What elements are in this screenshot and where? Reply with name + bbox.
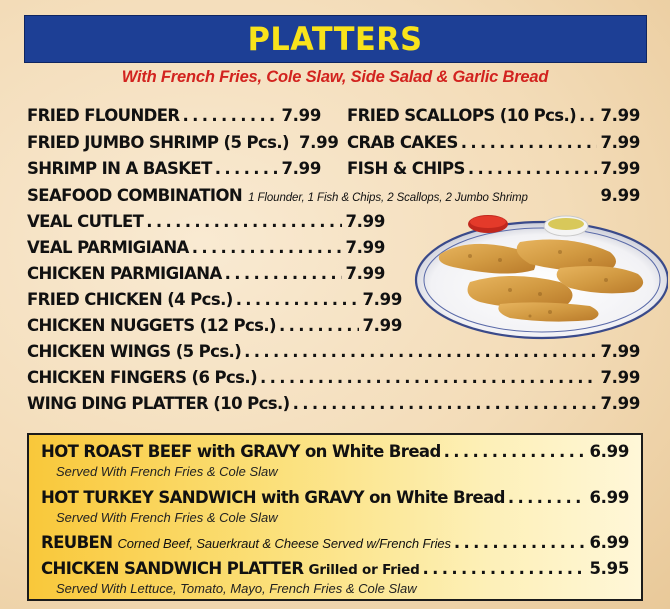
item-price: 5.95 [589, 559, 629, 578]
item-price: 7.99 [345, 212, 385, 231]
item-price: 9.99 [600, 186, 640, 205]
item-price: 7.99 [281, 159, 321, 178]
item-price: 7.99 [600, 368, 640, 387]
item-name: HOT TURKEY SANDWICH with GRAVY on White Bread [41, 488, 505, 507]
menu-item [27, 394, 640, 413]
item-option: Grilled or Fried [308, 562, 420, 578]
item-price: 6.99 [589, 442, 629, 461]
leader-dots [508, 488, 587, 507]
leader-dots [579, 106, 597, 125]
leader-dots [279, 316, 360, 335]
item-name: VEAL CUTLET [27, 212, 144, 231]
leader-dots [461, 133, 598, 152]
item-name: HOT ROAST BEEF with GRAVY on White Bread [41, 442, 441, 461]
item-name: FRIED SCALLOPS (10 Pcs.) [347, 106, 577, 125]
item-price: 7.99 [600, 159, 640, 178]
leader-dots [215, 159, 279, 178]
item-name: CHICKEN PARMIGIANA [27, 264, 222, 283]
item-price: 7.99 [362, 316, 402, 335]
item-price: 7.99 [600, 342, 640, 361]
item-price: 7.99 [345, 238, 385, 257]
item-name: REUBEN [41, 533, 113, 552]
item-name: CHICKEN WINGS (5 Pcs.) [27, 342, 242, 361]
item-description: Corned Beef, Sauerkraut & Cheese Served w/French Fries [117, 536, 451, 551]
menu-item [27, 342, 640, 361]
item-name: VEAL PARMIGIANA [27, 238, 189, 257]
menu-item [27, 368, 640, 387]
leader-dots [423, 559, 587, 578]
platter-subtitle: With French Fries, Cole Slaw, Side Salad & Garlic Bread [121, 68, 549, 86]
item-price: 7.99 [362, 290, 402, 309]
item-name: FISH & CHIPS [347, 159, 465, 178]
item-description: 1 Flounder, 1 Fish & Chips, 2 Scallops, 2 Jumbo Shrimp [248, 192, 528, 204]
leader-dots [225, 264, 343, 283]
menu-item [27, 212, 385, 231]
item-name: CRAB CAKES [347, 133, 458, 152]
item-price: 6.99 [589, 533, 629, 552]
leader-dots [236, 290, 360, 309]
special-item [41, 533, 629, 552]
leader-dots [444, 442, 587, 461]
special-item [41, 488, 629, 507]
title-banner [24, 15, 647, 63]
menu-item [347, 106, 640, 125]
page-title: PLATTERS [248, 20, 423, 58]
item-name: SEAFOOD COMBINATION [27, 186, 243, 205]
leader-dots [244, 342, 597, 361]
menu-item [27, 159, 321, 178]
item-name: FRIED CHICKEN (4 Pcs.) [27, 290, 233, 309]
item-price: 7.99 [600, 394, 640, 413]
leader-dots [468, 159, 598, 178]
menu-item-combo [27, 186, 640, 205]
item-name: CHICKEN FINGERS (6 Pcs.) [27, 368, 258, 387]
menu-item [27, 264, 385, 283]
item-price: 7.99 [345, 264, 385, 283]
item-name: FRIED JUMBO SHRIMP (5 Pcs.) [27, 133, 289, 152]
leader-dots [183, 106, 279, 125]
chicken-fingers-plate-photo [410, 212, 668, 340]
item-note: Served With French Fries & Cole Slaw [56, 510, 278, 525]
item-name: WING DING PLATTER (10 Pcs.) [27, 394, 290, 413]
item-note: Served With Lettuce, Tomato, Mayo, French Fries & Cole Slaw [56, 581, 417, 596]
leader-dots [146, 212, 342, 231]
menu-item [27, 133, 339, 152]
menu-item [27, 316, 402, 335]
item-price: 6.99 [589, 488, 629, 507]
item-price: 7.99 [299, 133, 339, 152]
leader-dots [192, 238, 343, 257]
leader-dots [260, 368, 597, 387]
menu-item [347, 159, 640, 178]
item-name: FRIED FLOUNDER [27, 106, 180, 125]
special-item [41, 559, 629, 578]
item-note: Served With French Fries & Cole Slaw [56, 464, 278, 479]
leader-dots [454, 533, 587, 552]
item-price: 7.99 [600, 133, 640, 152]
item-name: CHICKEN NUGGETS (12 Pcs.) [27, 316, 276, 335]
item-name: CHICKEN SANDWICH PLATTER [41, 559, 304, 578]
item-name: SHRIMP IN A BASKET [27, 159, 212, 178]
special-item [41, 442, 629, 461]
menu-item [27, 238, 385, 257]
menu-item [347, 133, 640, 152]
item-price: 7.99 [281, 106, 321, 125]
menu-item [27, 290, 402, 309]
menu-item [27, 106, 321, 125]
leader-dots [293, 394, 598, 413]
item-price: 7.99 [600, 106, 640, 125]
